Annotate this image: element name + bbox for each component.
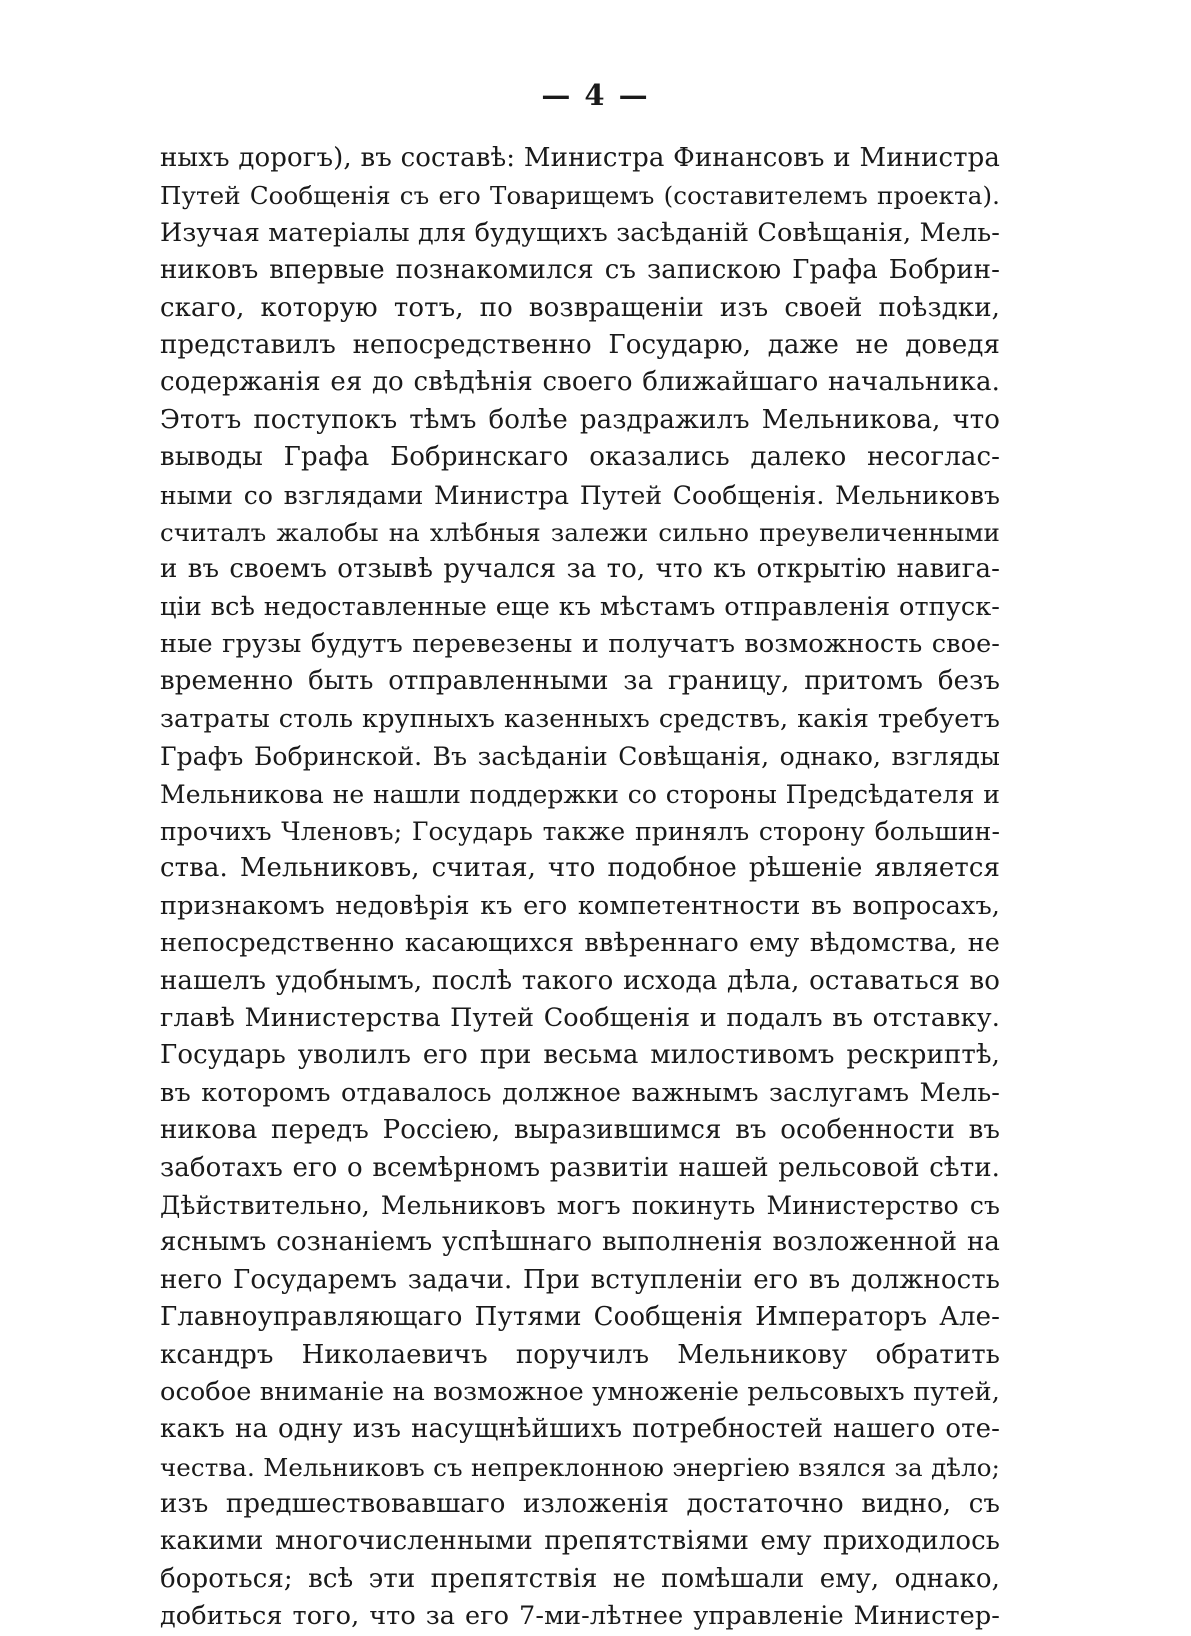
text-line: временно быть отправленными за границу, притомъ безъ [160,666,1000,697]
text-line: никовъ впервые познакомился съ запискою Графа Бобрин- [160,255,1000,286]
text-line: и въ своемъ отзывѣ ручался за то, что къ открытію навига- [160,554,1000,585]
text-line: Дѣйствительно, Мельниковъ могъ покинуть Министерство съ [160,1190,1000,1220]
text-line: нашелъ удобнымъ, послѣ такого исхода дѣла, оставаться во [160,965,1000,996]
text-line: содержанія ея до свѣдѣнія своего ближайшаго начальника. [160,367,1000,398]
text-line: Мельникова не нашли поддержки со стороны Предсѣдателя и [160,779,1000,809]
text-line: заботахъ его о всемѣрномъ развитіи нашей рельсовой сѣти. [160,1152,1000,1183]
text-line: выводы Графа Бобринскаго оказались далеко несоглас- [160,442,1000,473]
text-line: непосредственно касающихся ввѣреннаго ему вѣдомства, не [160,928,1000,959]
text-line: Главноуправляющаго Путями Сообщенія Императоръ Але- [160,1302,1000,1333]
text-line: Путей Сообщенія съ его Товарищемъ (составителемъ проекта). [160,181,1000,211]
text-line: считалъ жалобы на хлѣбныя залежи сильно преувеличенными [160,517,1000,547]
text-line: изъ предшествовавшаго изложенія достаточно видно, съ [160,1489,1000,1520]
text-line: ными со взглядами Министра Путей Сообщенія. Мельниковъ [160,480,1000,510]
text-line: затраты столь крупныхъ казенныхъ средствъ, какія требуетъ [160,703,1000,734]
text-line: него Государемъ задачи. При вступленіи его въ должность [160,1264,1000,1295]
text-line: никова передъ Россіею, выразившимся въ особенности въ [160,1115,1000,1146]
text-line: ціи всѣ недоставленные еще къ мѣстамъ отправленія отпуск- [160,591,1000,622]
body-text [160,140,1000,1636]
text-line: признакомъ недовѣрія къ его компетентности въ вопросахъ, [160,890,1000,921]
text-line: представилъ непосредственно Государю, даже не доведя [160,329,1000,360]
text-line: ныхъ дорогъ), въ составѣ: Министра Финансовъ и Министра [160,143,1000,173]
text-line: Изучая матеріалы для будущихъ засѣданій Совѣщанія, Мель- [160,217,1000,248]
text-line: Этотъ поступокъ тѣмъ болѣе раздражилъ Мельникова, что [160,404,1000,435]
text-line: чества. Мельниковъ съ непреклонною энергіею взялся за дѣло; [160,1452,1000,1482]
text-line: въ которомъ отдавалось должное важнымъ заслугамъ Мель- [160,1077,1000,1108]
page-number: — 4 — [541,78,650,112]
text-line: ные грузы будутъ перевезены и получатъ возможность свое- [160,629,1000,660]
text-line: главѣ Министерства Путей Сообщенія и подалъ въ отставку. [160,1002,1000,1033]
text-line: ства. Мельниковъ, считая, что подобное рѣшеніе является [160,853,1000,884]
text-line: какими многочисленными препятствіями ему приходилось [160,1526,1000,1557]
text-line: яснымъ сознаніемъ успѣшнаго выполненія возложенной на [160,1227,1000,1258]
text-line: Государь уволилъ его при весьма милостивомъ рескриптѣ, [160,1040,1000,1071]
text-line: особое вниманіе на возможное умноженіе рельсовыхъ путей, [160,1376,1000,1407]
text-line: прочихъ Членовъ; Государь также принялъ сторону большин- [160,817,1000,847]
text-line: ксандръ Николаевичъ поручилъ Мельникову обратить [160,1339,1000,1370]
text-line: Графъ Бобринской. Въ засѣданіи Совѣщанія, однако, взгляды [160,742,1000,772]
text-line: бороться; всѣ эти препятствія не помѣшали ему, однако, [160,1563,1000,1594]
text-line: какъ на одну изъ насущнѣйшихъ потребностей нашего оте- [160,1414,1000,1445]
text-line: скаго, которую тотъ, по возвращеніи изъ своей поѣздки, [160,292,1000,323]
text-line: добиться того, что за его 7-ми-лѣтнее управленіе Министер- [160,1601,1000,1632]
